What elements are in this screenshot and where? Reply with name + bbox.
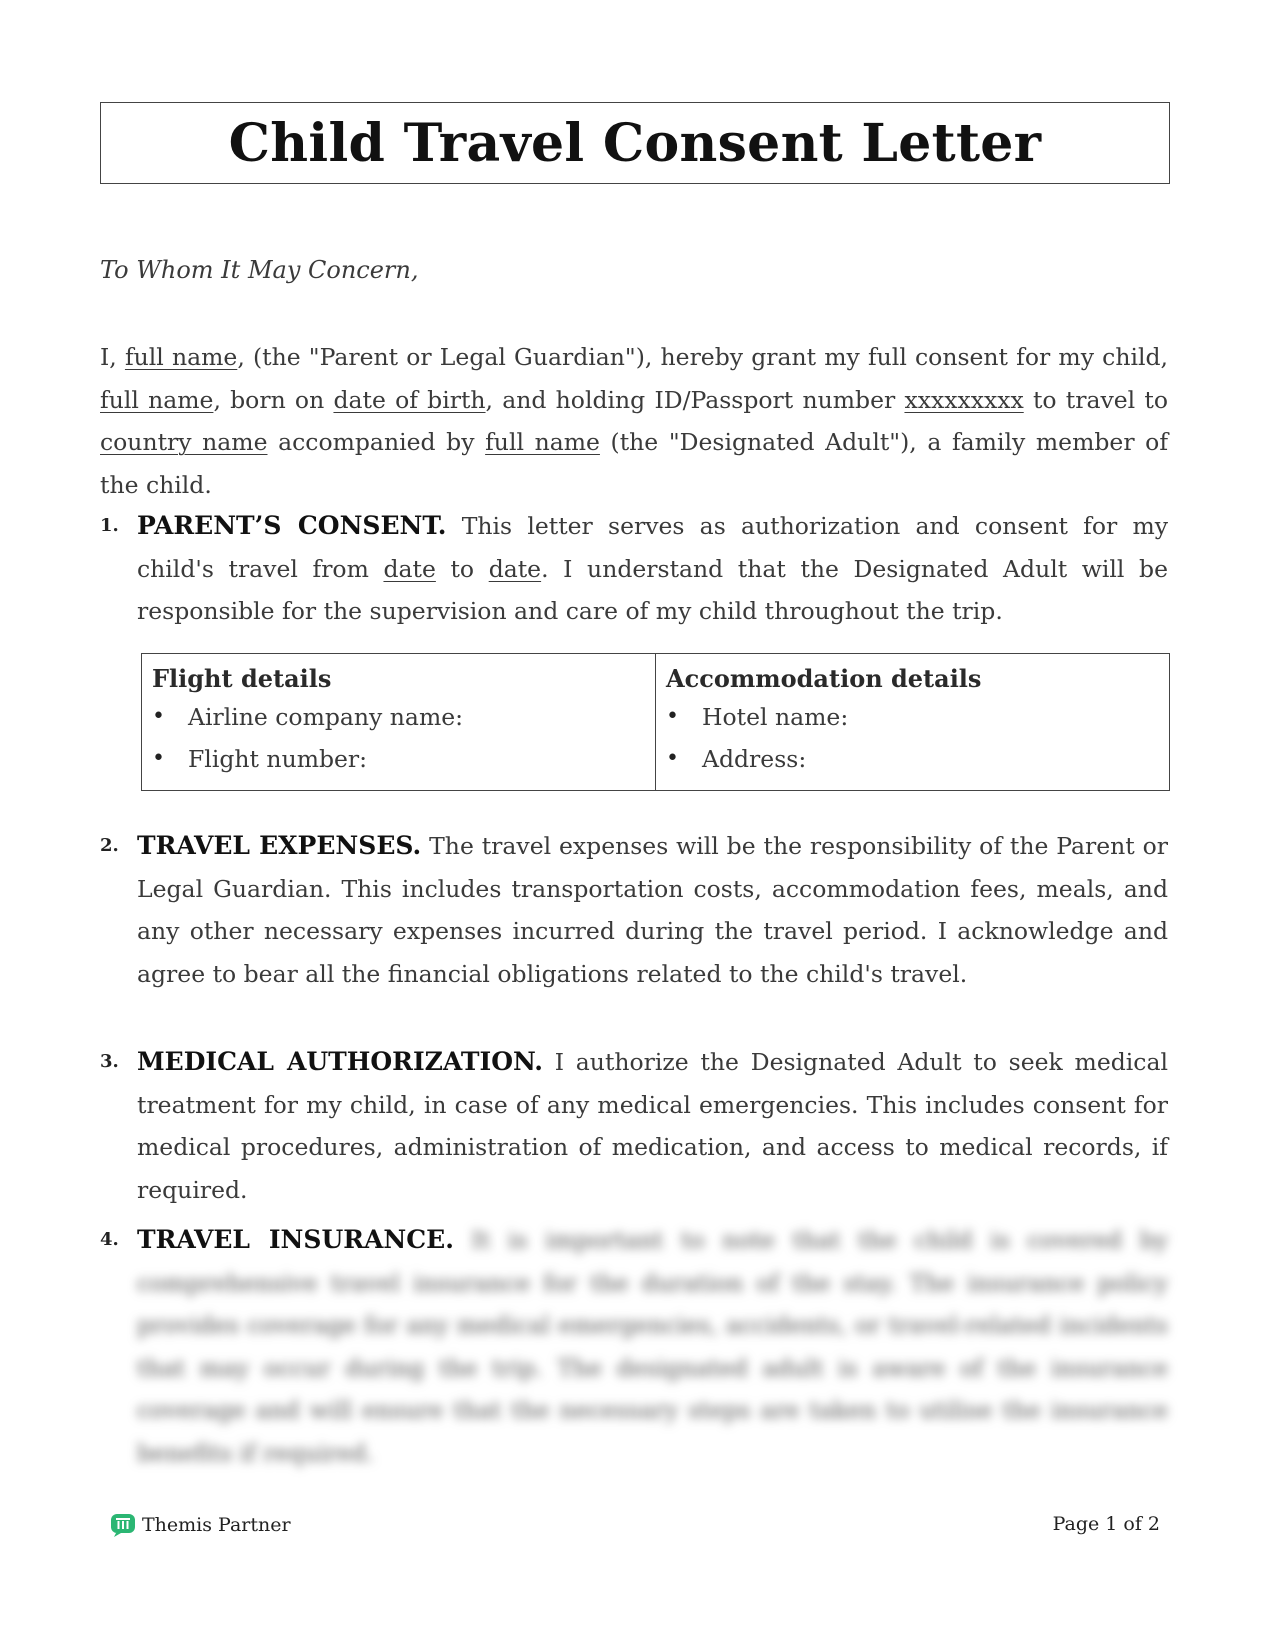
title-box	[100, 102, 1170, 184]
section-heading: MEDICAL AUTHORIZATION.	[137, 1047, 543, 1076]
section-heading: TRAVEL EXPENSES.	[137, 831, 422, 860]
section-travel-expenses	[100, 825, 1168, 995]
section-parents-consent	[100, 505, 1168, 633]
page-number: Page 1 of 2	[1052, 1513, 1160, 1535]
themis-logo-icon	[110, 1512, 136, 1538]
document-title: Child Travel Consent Letter	[228, 112, 1042, 174]
section-text-1: This letter serves as authorization and consent for my child's travel from	[137, 512, 1168, 583]
intro-text-6: accompanied by	[267, 428, 486, 456]
intro-text-2: , (the "Parent or Legal Guardian"), hereby grant my full consent for my child,	[237, 343, 1168, 371]
section-number: 1.	[100, 515, 119, 536]
section-number: 4.	[100, 1229, 119, 1250]
adult-name-field: full name	[485, 428, 600, 456]
section-medical-authorization	[100, 1041, 1168, 1211]
intro-text-3: , born on	[213, 385, 334, 414]
intro-text-7: (the "Designated Adult"), a family member of the child.	[100, 428, 1169, 499]
section-text-2: to	[435, 554, 489, 583]
country-name-field: country name	[100, 428, 268, 456]
date-from-field: date	[383, 554, 436, 583]
flight-details-header: Flight details	[152, 664, 332, 693]
section-text: The travel expenses will be the responsibility of the Parent or Legal Guardian. This includes transportation costs, accommodation fees, meals, and any other necessary expenses incurred during the travel period. I acknowledge and agree to bear all the financial obligations related to the child's travel.	[137, 832, 1169, 988]
flight-details-cell	[142, 654, 656, 791]
section-number: 2.	[100, 835, 119, 856]
list-item: • Airline company name:	[152, 696, 645, 738]
intro-paragraph	[100, 336, 1168, 506]
passport-number-field: xxxxxxxxx	[904, 385, 1024, 414]
footer-brand	[110, 1512, 291, 1538]
list-item: • Flight number:	[152, 738, 645, 780]
intro-text-5: to travel to	[1023, 385, 1169, 414]
intro-text-1: I,	[100, 343, 125, 371]
section-heading: PARENT’S CONSENT.	[137, 511, 447, 540]
footer-brand-name: Themis Partner	[142, 1514, 291, 1536]
intro-text-4: , and holding ID/Passport number	[485, 385, 905, 414]
accommodation-details-list	[666, 696, 1159, 780]
date-to-field: date	[488, 554, 542, 583]
blurred-section-text: It is important to note that the child is covered by comprehensive travel insurance for the duration of the stay. The insurance policy provides coverage for any medical emergencies, accidents, or travel-related incidents that may occur during the trip. The designated adult is aware of the insurance coverage and will ensure that the necessary steps are taken to utilise the insurance benefits if required.	[137, 1226, 1169, 1467]
section-text: I authorize the Designated Adult to seek medical treatment for my child, in case of any medical emergencies. This includes consent for medical procedures, administration of medication, and access to medical records, if required.	[137, 1048, 1168, 1204]
parent-name-field: full name	[124, 343, 238, 371]
section-body	[137, 825, 1168, 995]
section-body	[137, 505, 1168, 633]
accommodation-details-cell	[656, 654, 1170, 791]
flight-details-list	[152, 696, 645, 780]
section-text-3: . I understand that the Designated Adult will be responsible for the supervision and care of my child throughout the trip.	[137, 554, 1168, 625]
accommodation-details-header: Accommodation details	[666, 664, 982, 693]
salutation: To Whom It May Concern,	[100, 256, 419, 284]
section-body	[137, 1219, 1168, 1474]
section-travel-insurance	[100, 1219, 1168, 1474]
section-heading: TRAVEL INSURANCE.	[137, 1225, 454, 1254]
child-name-field: full name	[100, 385, 214, 414]
list-item: • Hotel name:	[666, 696, 1159, 738]
section-body	[137, 1041, 1168, 1211]
list-item: • Address:	[666, 738, 1159, 780]
date-of-birth-field: date of birth	[333, 385, 486, 414]
section-number: 3.	[100, 1051, 119, 1072]
travel-details-table	[141, 653, 1170, 791]
